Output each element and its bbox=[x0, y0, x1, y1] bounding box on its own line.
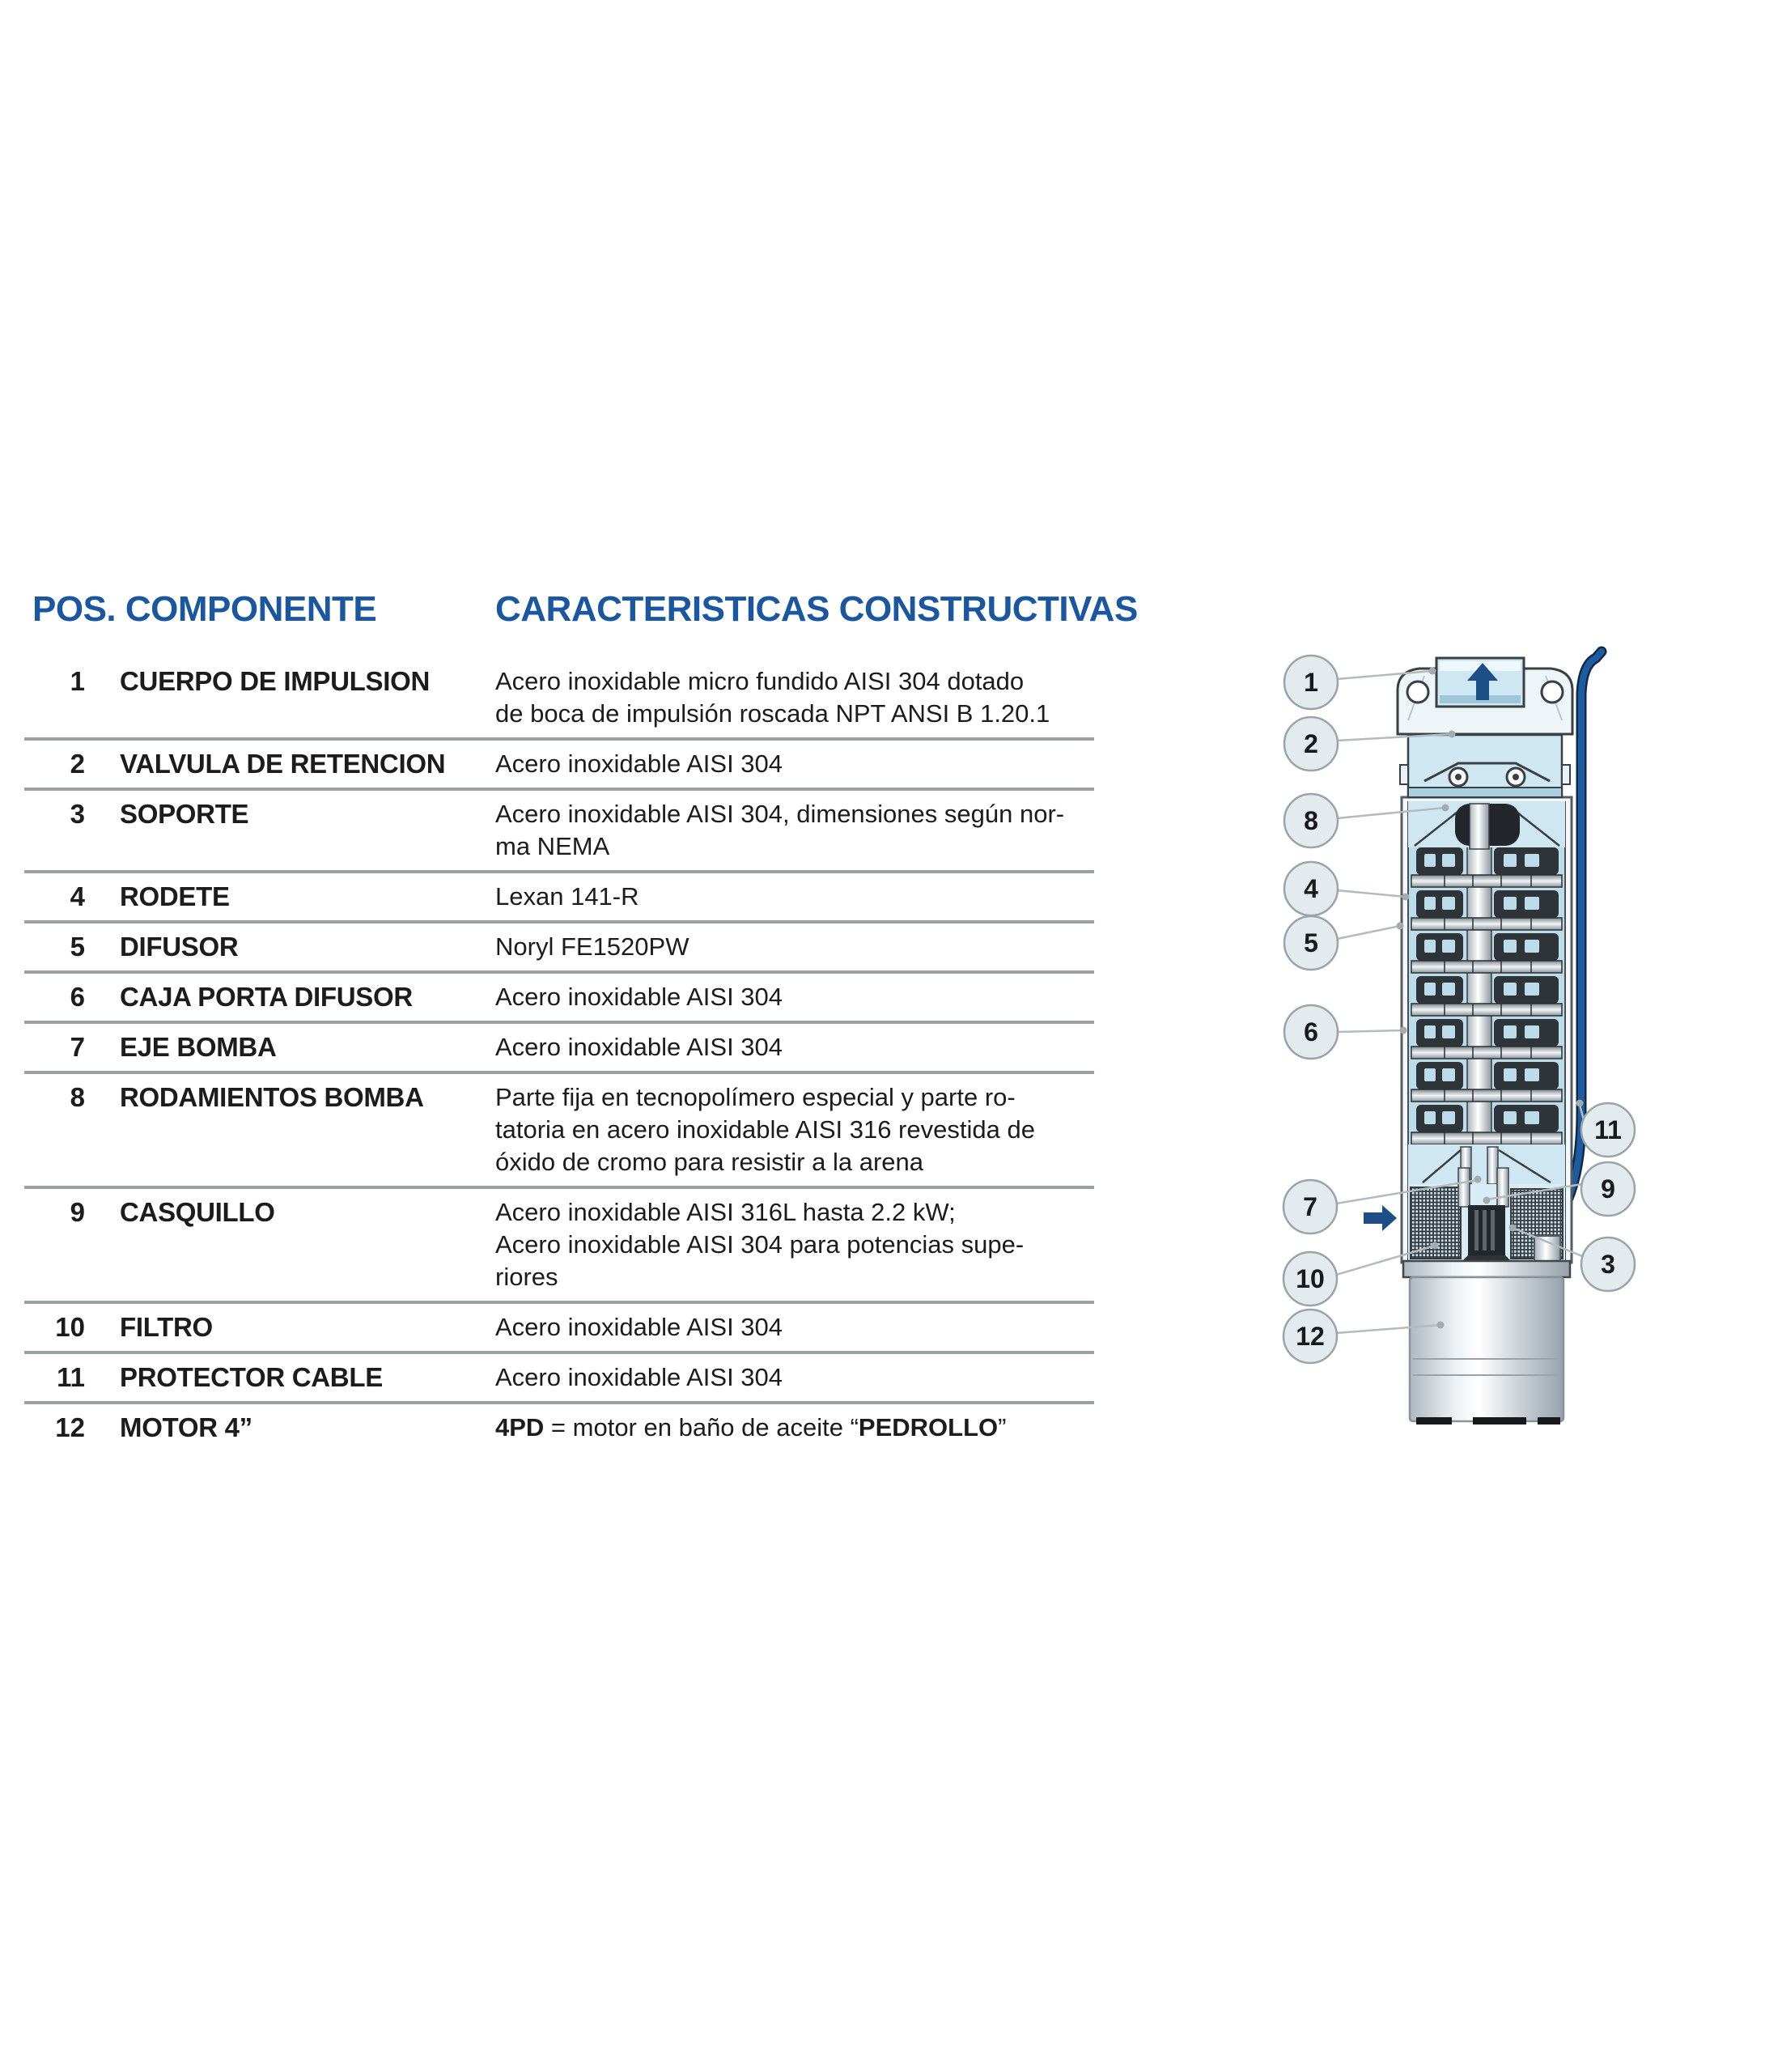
row-number: 3 bbox=[70, 799, 85, 829]
table-row bbox=[32, 923, 1097, 970]
component-name: FILTRO bbox=[120, 1312, 213, 1342]
table-rows bbox=[32, 658, 1097, 1451]
component-description: Acero inoxidable AISI 304 bbox=[495, 1363, 783, 1391]
table-row bbox=[32, 1354, 1097, 1401]
component-description: Acero inoxidable micro fundido AISI 304 dotado de boca de impulsión roscada NPT ANSI B 1.20.1 bbox=[495, 667, 1050, 728]
callout-1-number: 1 bbox=[1304, 668, 1318, 698]
row-number: 12 bbox=[55, 1412, 85, 1442]
inflow-arrow-icon bbox=[1364, 1205, 1397, 1231]
component-description: Acero inoxidable AISI 304 bbox=[495, 1313, 783, 1341]
component-description: Parte fija en tecnopolímero especial y parte ro- tatoria en acero inoxidable AISI 316 revestida de óxido de cromo para resistir a la arena bbox=[495, 1083, 1035, 1176]
component-description: Acero inoxidable AISI 304, dimensiones según nor- ma NEMA bbox=[495, 800, 1065, 860]
component-name: MOTOR 4” bbox=[120, 1412, 252, 1442]
component-description: Noryl FE1520PW bbox=[495, 932, 689, 961]
table-row bbox=[32, 658, 1097, 737]
callout-2-number: 2 bbox=[1304, 729, 1318, 759]
component-description: 4PD = motor en baño de aceite “PEDROLLO” bbox=[495, 1413, 1007, 1441]
row-number: 6 bbox=[70, 982, 85, 1012]
callout-8-number: 8 bbox=[1304, 806, 1318, 836]
component-name: RODETE bbox=[120, 881, 230, 911]
callout-4-number: 4 bbox=[1304, 874, 1318, 904]
component-name: PROTECTOR CABLE bbox=[120, 1362, 383, 1392]
callout-11-number: 11 bbox=[1594, 1115, 1622, 1145]
discharge-head bbox=[1398, 658, 1572, 797]
table-row bbox=[32, 873, 1097, 920]
casquillo-bushing bbox=[1468, 1205, 1505, 1255]
callout-5-number: 5 bbox=[1304, 928, 1318, 958]
row-number: 11 bbox=[57, 1362, 85, 1392]
header-caracteristicas: CARACTERISTICAS CONSTRUCTIVAS bbox=[495, 589, 1138, 629]
component-description: Acero inoxidable AISI 304 bbox=[495, 983, 783, 1011]
component-name: VALVULA DE RETENCION bbox=[120, 749, 446, 779]
callout-4 bbox=[1284, 862, 1410, 915]
motor-body bbox=[1410, 1277, 1563, 1424]
header-pos-componente: POS. COMPONENTE bbox=[32, 589, 377, 629]
row-number: 10 bbox=[55, 1312, 85, 1342]
component-description: Acero inoxidable AISI 316L hasta 2.2 kW; Acero inoxidable AISI 304 para potencias supe- riores bbox=[495, 1198, 1025, 1291]
table-row bbox=[32, 741, 1097, 788]
component-name: EJE BOMBA bbox=[120, 1032, 277, 1062]
pump-illustration bbox=[1364, 652, 1602, 1424]
callout-3-number: 3 bbox=[1601, 1250, 1615, 1280]
pump-cutaway-diagram bbox=[1279, 643, 1683, 1453]
component-name: DIFUSOR bbox=[120, 932, 239, 962]
table-row bbox=[32, 791, 1097, 870]
component-description: Acero inoxidable AISI 304 bbox=[495, 1033, 783, 1061]
lifting-hole-left bbox=[1407, 681, 1428, 703]
table-row bbox=[32, 1074, 1097, 1186]
component-name: CAJA PORTA DIFUSOR bbox=[120, 982, 413, 1012]
row-number: 8 bbox=[70, 1082, 85, 1112]
support-tube bbox=[1534, 1236, 1560, 1263]
component-name: CUERPO DE IMPULSION bbox=[120, 666, 431, 696]
callout-5 bbox=[1284, 916, 1404, 970]
callout-10-number: 10 bbox=[1296, 1264, 1325, 1294]
table-row bbox=[32, 1304, 1097, 1351]
row-number: 4 bbox=[70, 881, 85, 911]
callout-9-number: 9 bbox=[1601, 1174, 1615, 1204]
row-number: 9 bbox=[70, 1197, 85, 1227]
component-name: CASQUILLO bbox=[120, 1197, 275, 1227]
component-name: SOPORTE bbox=[120, 799, 249, 829]
table-row bbox=[32, 974, 1097, 1021]
row-number: 2 bbox=[70, 749, 85, 779]
callout-6-number: 6 bbox=[1304, 1017, 1318, 1047]
row-number: 1 bbox=[70, 666, 85, 696]
components-table bbox=[32, 588, 1138, 1451]
row-number: 5 bbox=[70, 932, 85, 962]
callout-6 bbox=[1284, 1005, 1407, 1059]
table-row bbox=[32, 1404, 1097, 1451]
lower-support bbox=[1408, 1144, 1565, 1184]
table-row bbox=[32, 1024, 1097, 1071]
lifting-hole-right bbox=[1542, 681, 1563, 703]
component-description: Acero inoxidable AISI 304 bbox=[495, 749, 783, 778]
component-name: RODAMIENTOS BOMBA bbox=[120, 1082, 424, 1112]
row-number: 7 bbox=[70, 1032, 85, 1062]
component-description: Lexan 141-R bbox=[495, 882, 639, 911]
motor-coupling-plate bbox=[1403, 1261, 1570, 1277]
callout-12-number: 12 bbox=[1296, 1322, 1325, 1352]
callout-7-number: 7 bbox=[1303, 1192, 1317, 1222]
table-header bbox=[32, 588, 1138, 634]
table-row bbox=[32, 1189, 1097, 1301]
